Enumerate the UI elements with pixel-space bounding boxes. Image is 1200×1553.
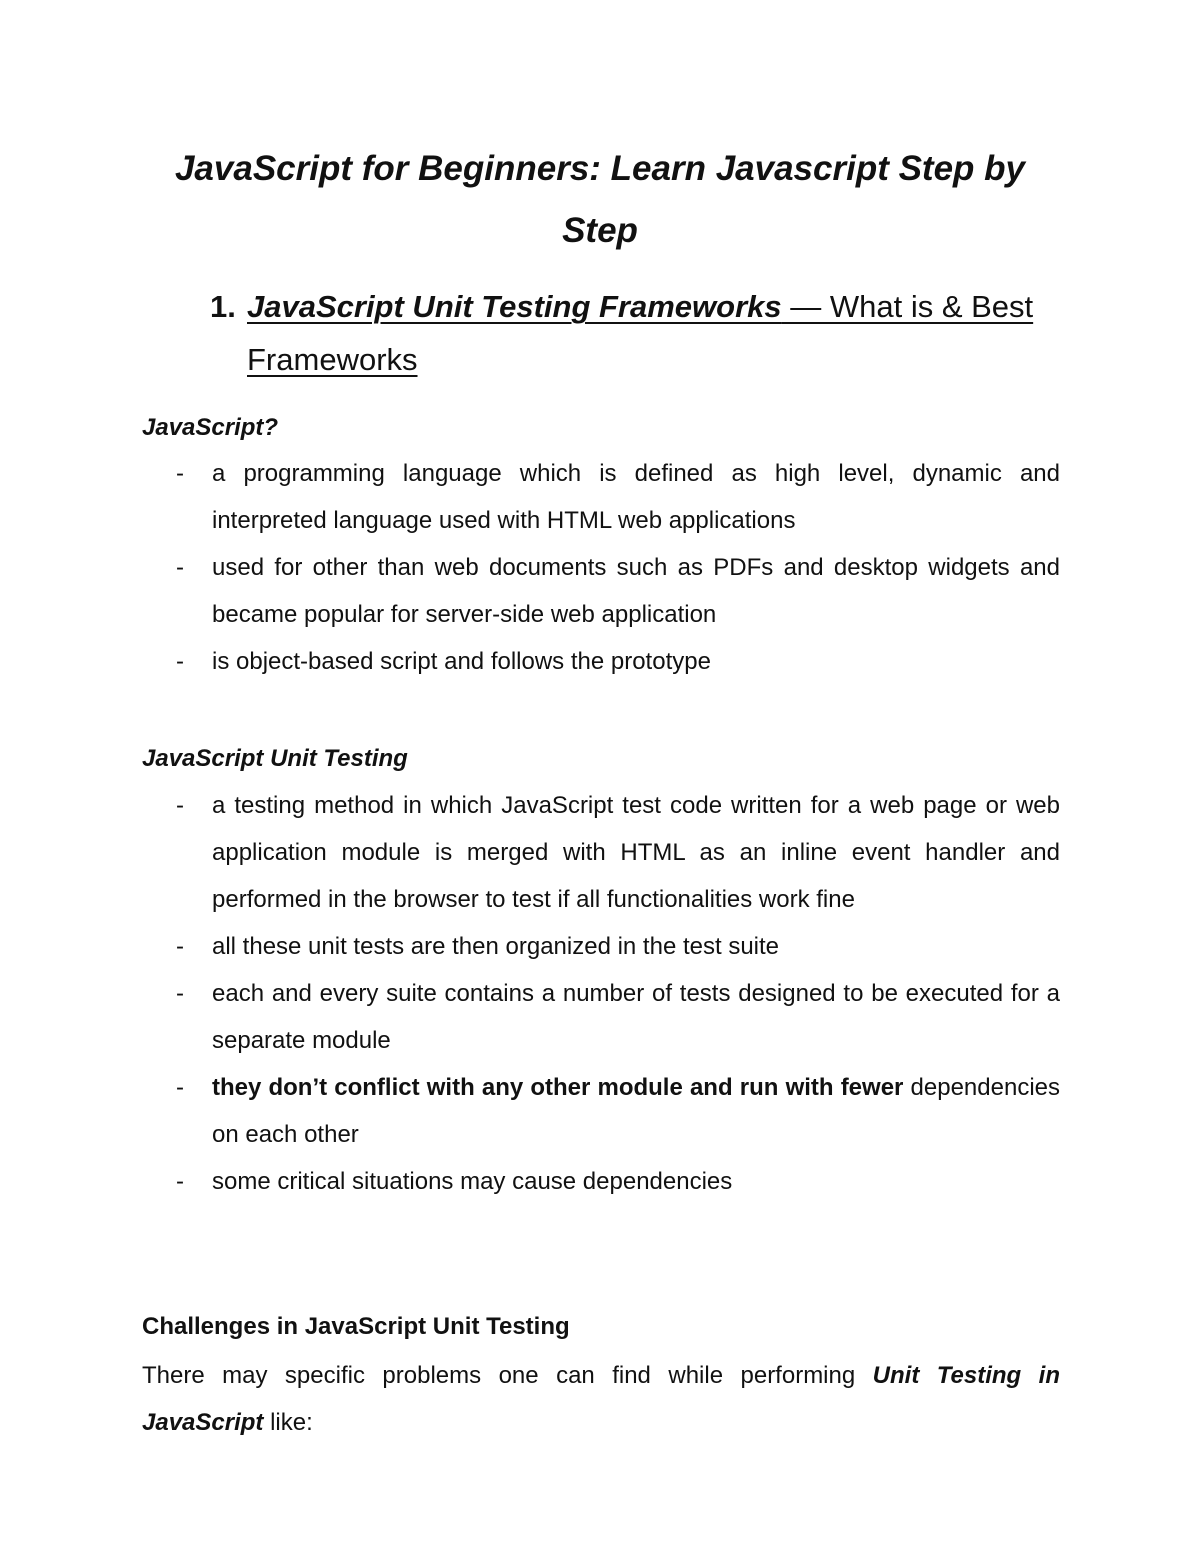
challenges-paragraph [142,1352,1060,1446]
list-item-plain-text: dependencies on each other [212,1074,1060,1148]
list-item [142,1158,1060,1205]
list-item-text: each and every suite contains a number of tests designed to be executed for a separate module [212,980,1060,1054]
list-item [142,923,1060,970]
list-item-text: a testing method in which JavaScript test code written for a web page or web application module is merged with HTML as an inline event handler and performed in the browser to test if all functionalities work fine [212,792,1060,913]
paragraph-text-end: like: [263,1409,313,1436]
list-item-text: is object-based script and follows the prototype [212,648,711,675]
heading-text [247,280,1060,386]
list-item [142,450,1060,544]
list-item [142,782,1060,923]
heading-rest: — What is & Best Frameworks [247,289,1034,377]
list-item [142,970,1060,1064]
dash-marker: - [176,648,184,675]
javascript-definition-list [142,450,1060,685]
list-item [142,544,1060,638]
subheading-unit-testing: JavaScript Unit Testing [142,745,408,772]
list-item-text: some critical situations may cause dependencies [212,1168,733,1195]
list-item-text [212,1074,1060,1148]
list-item-text: all these unit tests are then organized in the test suite [212,933,780,960]
list-item-text: a programming language which is defined as high level, dynamic and interpreted language used with HTML web applications [212,460,1060,534]
section-heading-1 [210,280,1060,386]
unit-testing-list [142,782,1060,1205]
dash-marker: - [176,933,184,960]
dash-marker: - [176,1168,184,1195]
subheading-javascript: JavaScript? [142,414,279,441]
list-item-bold-text: they don’t conflict with any other module and run with fewer [212,1074,904,1101]
dash-marker: - [176,1074,184,1101]
dash-marker: - [176,460,184,487]
heading-number: 1. [210,289,236,324]
heading-emphasis: JavaScript Unit Testing Frameworks [247,289,782,324]
dash-marker: - [176,554,184,581]
dash-marker: - [176,792,184,819]
paragraph-emphasis: Unit Testing in JavaScript [142,1362,1060,1436]
list-item [142,638,1060,685]
paragraph-text: There may specific problems one can find while performing [142,1362,873,1389]
document-title: JavaScript for Beginners: Learn Javascript Step by Step [174,149,1026,250]
dash-marker: - [176,980,184,1007]
list-item-text: used for other than web documents such as PDFs and desktop widgets and became popular for server-side web application [212,554,1060,628]
subheading-challenges: Challenges in JavaScript Unit Testing [142,1313,570,1340]
list-item [142,1064,1060,1158]
